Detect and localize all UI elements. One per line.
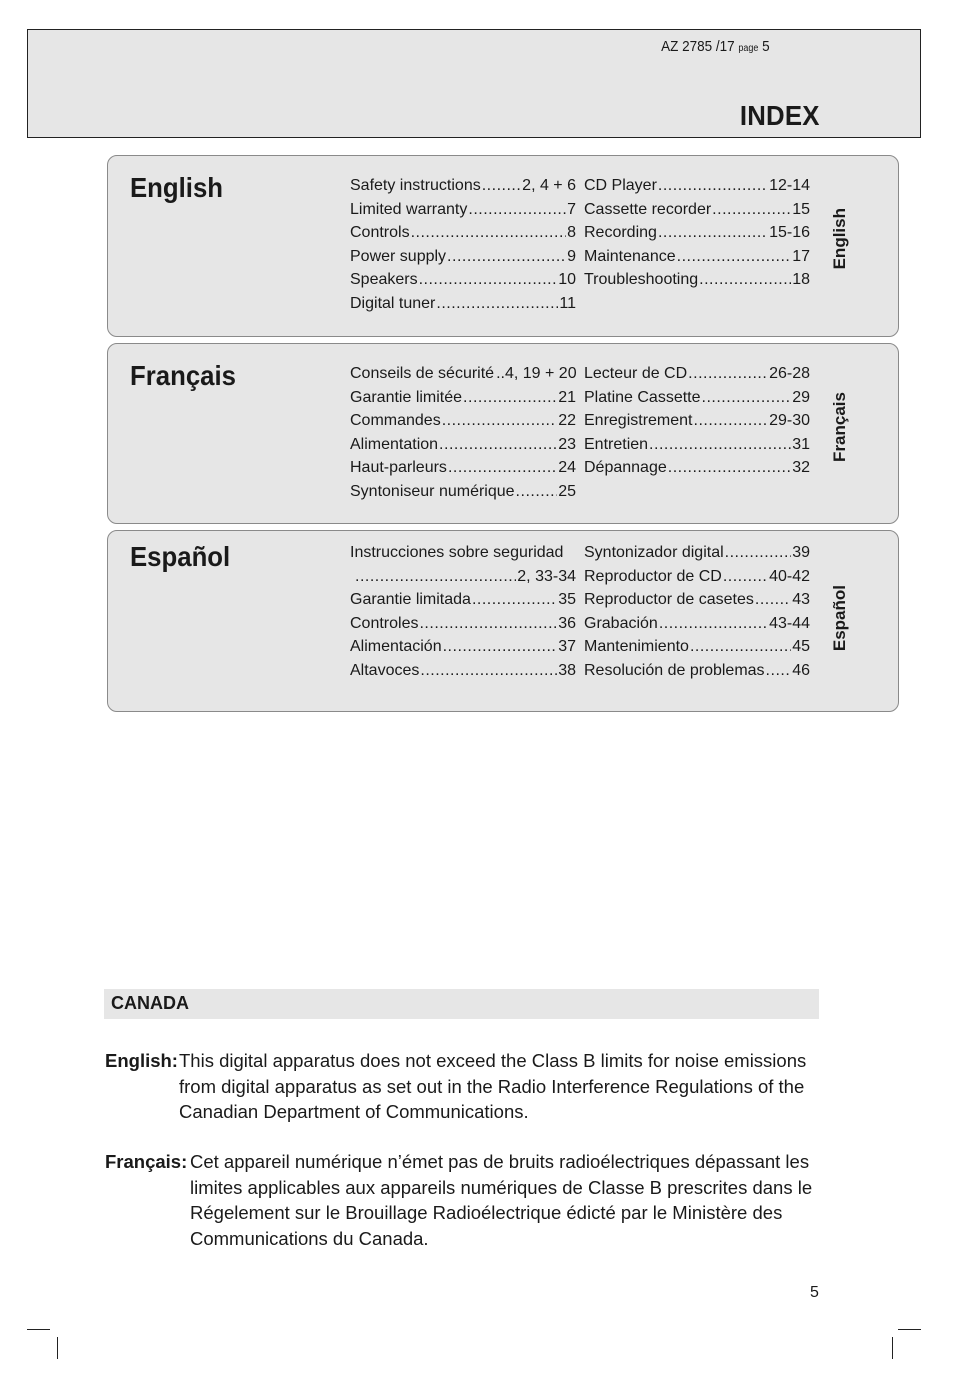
index-column-left: [350, 362, 576, 503]
index-entry: [584, 198, 810, 222]
canada-heading-bar: [104, 989, 819, 1019]
notice-text: This digital apparatus does not exceed the Class B limits for noise emissions from digital apparatus as set out in the Radio Interference Regulations of the Canadian Department of Communications.: [179, 1050, 807, 1122]
dot-leader: [712, 198, 791, 222]
dot-leader: [447, 245, 566, 269]
entry-label: Commandes: [350, 412, 441, 429]
index-entry: [350, 659, 576, 683]
entry-page: 2, 33-34: [517, 567, 576, 585]
dot-leader: [658, 174, 768, 198]
index-entry: [584, 659, 810, 683]
dot-leader: [419, 268, 558, 292]
dot-leader: [411, 221, 567, 245]
entry-page: 15: [792, 200, 810, 218]
entry-page: 12-14: [769, 177, 810, 194]
entry-label: Garantie limitée: [350, 388, 463, 406]
model-ref: AZ 2785 /17: [661, 38, 735, 55]
index-panel-english: [107, 155, 899, 337]
entry-page: 43-44: [769, 614, 810, 632]
crop-mark: [27, 1329, 50, 1330]
index-entry: [350, 268, 576, 292]
dot-leader: [442, 409, 558, 433]
entry-label: Speakers: [350, 271, 418, 288]
entry-page: 15-16: [769, 224, 810, 241]
entry-label: Controls: [350, 224, 410, 241]
entry-page: 2, 4 + 6: [522, 177, 576, 194]
dot-leader: [690, 635, 791, 659]
entry-page: 38: [558, 661, 576, 679]
entry-label: Dépannage: [584, 459, 667, 476]
entry-label: Cassette recorder: [584, 200, 712, 218]
entry-page: 18: [792, 271, 810, 288]
index-entry: [350, 174, 576, 198]
entry-page: 36: [558, 614, 576, 632]
section-title: English: [130, 172, 224, 203]
entry-label: Mantenimiento: [584, 638, 689, 655]
entry-label: CD Player: [584, 177, 657, 194]
index-entry: [584, 221, 810, 245]
entry-page: 23: [558, 435, 576, 453]
entry-page: 17: [792, 247, 810, 265]
index-entry: [350, 362, 576, 386]
dot-leader: [677, 245, 792, 269]
entry-label: Reproductor de casetes: [584, 591, 754, 608]
crop-mark: [57, 1337, 58, 1359]
index-entry: [350, 565, 576, 589]
entry-page: 29-30: [769, 412, 810, 429]
entry-label: Maintenance: [584, 247, 676, 265]
dot-leader: [448, 456, 557, 480]
crop-mark: [898, 1329, 921, 1330]
page-ref: 5: [762, 38, 770, 55]
entry-label: Garantie limitada: [350, 591, 471, 608]
dot-leader: [699, 268, 791, 292]
index-entry: [584, 565, 810, 589]
model-reference: [661, 38, 770, 55]
notice-term: Français:: [105, 1151, 188, 1172]
entry-label: Reproductor de CD: [584, 567, 722, 585]
entry-page: 35: [558, 591, 576, 608]
entry-label: Limited warranty: [350, 200, 468, 218]
entry-page: 11: [559, 294, 576, 312]
dot-leader: [419, 612, 557, 636]
dot-leader: [420, 659, 557, 683]
index-entry: [350, 221, 576, 245]
entry-page: ..4, 19 + 20: [496, 365, 577, 382]
dot-leader: [443, 635, 558, 659]
dot-leader: [755, 588, 791, 612]
index-entry: [584, 612, 810, 636]
index-column-right: [584, 362, 810, 480]
side-tab: English: [830, 208, 849, 270]
entry-label: Altavoces: [350, 661, 420, 679]
index-entry: [584, 386, 810, 410]
index-entry: [584, 245, 810, 269]
entry-label: Resolución de problemas: [584, 661, 765, 679]
index-column-right: [584, 541, 810, 682]
entry-page: 31: [792, 435, 810, 453]
entry-label: Troubleshooting: [584, 271, 699, 288]
index-entry: [584, 174, 810, 198]
entry-label: Grabación: [584, 614, 658, 632]
canada-heading: CANADA: [111, 993, 189, 1013]
index-entry: [584, 588, 810, 612]
side-tab: Español: [830, 585, 849, 652]
index-column-left: [350, 541, 576, 682]
index-entry: [584, 268, 810, 292]
dot-leader: [725, 541, 792, 565]
index-entry: [584, 456, 810, 480]
entry-page: 43: [792, 591, 810, 608]
notice-francais: [105, 1149, 820, 1251]
dot-leader: [688, 362, 768, 386]
entry-label: Power supply: [350, 247, 447, 265]
entry-page: 46: [792, 661, 810, 679]
entry-label: Controles: [350, 614, 419, 632]
index-entry: [350, 541, 576, 565]
dot-leader: [702, 386, 792, 410]
notice-english: [105, 1048, 820, 1125]
dot-leader: [658, 221, 768, 245]
page-header: [27, 29, 921, 138]
index-entry: [584, 635, 810, 659]
notice-text: Cet appareil numérique n’émet pas de bruits radioélectriques dépassant les limites applicables aux appareils numériques de Classe B prescrites dans le Régelement sur le Brouillage Radioélectrique édicté par le Ministère des Communications du Canada.: [190, 1151, 813, 1249]
entry-label: Alimentation: [350, 435, 439, 453]
index-panel-francais: [107, 343, 899, 524]
dot-leader: [516, 480, 558, 504]
dot-leader: [439, 433, 557, 457]
dot-leader: [694, 409, 769, 433]
page-number: 5: [810, 1284, 819, 1301]
index-entry: [350, 409, 576, 433]
dot-leader: [355, 565, 516, 589]
index-entry: [584, 433, 810, 457]
index-column-left: [350, 174, 576, 315]
index-entry: [584, 409, 810, 433]
dot-leader: [659, 612, 768, 636]
entry-page: 24: [558, 459, 576, 476]
entry-page: 21: [558, 388, 576, 406]
entry-label: Conseils de sécurité: [350, 365, 495, 382]
page-title: INDEX: [740, 100, 820, 131]
crop-mark: [892, 1337, 893, 1359]
index-entry: [584, 541, 810, 565]
notice-term: English:: [105, 1050, 178, 1071]
entry-label: Digital tuner: [350, 294, 436, 312]
entry-page: 45: [792, 638, 810, 655]
dot-leader: [649, 433, 791, 457]
entry-page: 9: [567, 247, 576, 265]
page-word: page: [738, 43, 759, 54]
entry-page: 22: [558, 412, 576, 429]
entry-label: Instrucciones sobre seguridad: [350, 544, 564, 561]
entry-label: Syntoniseur numérique: [350, 482, 515, 500]
entry-page: 26-28: [769, 365, 810, 382]
side-tab: Français: [830, 392, 849, 462]
entry-page: 29: [792, 388, 810, 406]
entry-label: Haut-parleurs: [350, 459, 447, 476]
entry-label: Enregistrement: [584, 412, 693, 429]
entry-page: 7: [567, 200, 576, 218]
index-entry: [350, 245, 576, 269]
section-title: Español: [130, 541, 231, 572]
entry-label: Safety instructions: [350, 177, 481, 194]
index-entry: [584, 362, 810, 386]
entry-page: 32: [792, 459, 810, 476]
dot-leader: [472, 588, 557, 612]
entry-label: Entretien: [584, 435, 649, 453]
entry-label: Syntonizador digital: [584, 544, 724, 561]
dot-leader: [766, 659, 792, 683]
entry-page: 8: [567, 224, 576, 241]
entry-page: 10: [558, 271, 576, 288]
entry-page: 40-42: [769, 567, 810, 585]
index-entry: [350, 612, 576, 636]
index-entry: [350, 198, 576, 222]
dot-leader: [463, 386, 557, 410]
index-entry: [350, 456, 576, 480]
entry-page: 25: [558, 482, 576, 500]
index-entry: [350, 480, 576, 504]
dot-leader: [468, 198, 566, 222]
entry-label: Alimentación: [350, 638, 442, 655]
index-entry: [350, 433, 576, 457]
entry-label: Recording: [584, 224, 657, 241]
dot-leader: [668, 456, 791, 480]
entry-page: 37: [558, 638, 576, 655]
index-entry: [350, 292, 576, 316]
dot-leader: [436, 292, 558, 316]
index-panel-espanol: [107, 530, 899, 712]
index-entry: [350, 635, 576, 659]
index-entry: [350, 588, 576, 612]
entry-page: 39: [792, 544, 810, 561]
entry-label: Platine Cassette: [584, 388, 701, 406]
index-entry: [350, 386, 576, 410]
dot-leader: [723, 565, 768, 589]
entry-label: Lecteur de CD: [584, 365, 688, 382]
section-title: Français: [130, 360, 236, 391]
index-column-right: [584, 174, 810, 292]
dot-leader: [482, 174, 521, 198]
